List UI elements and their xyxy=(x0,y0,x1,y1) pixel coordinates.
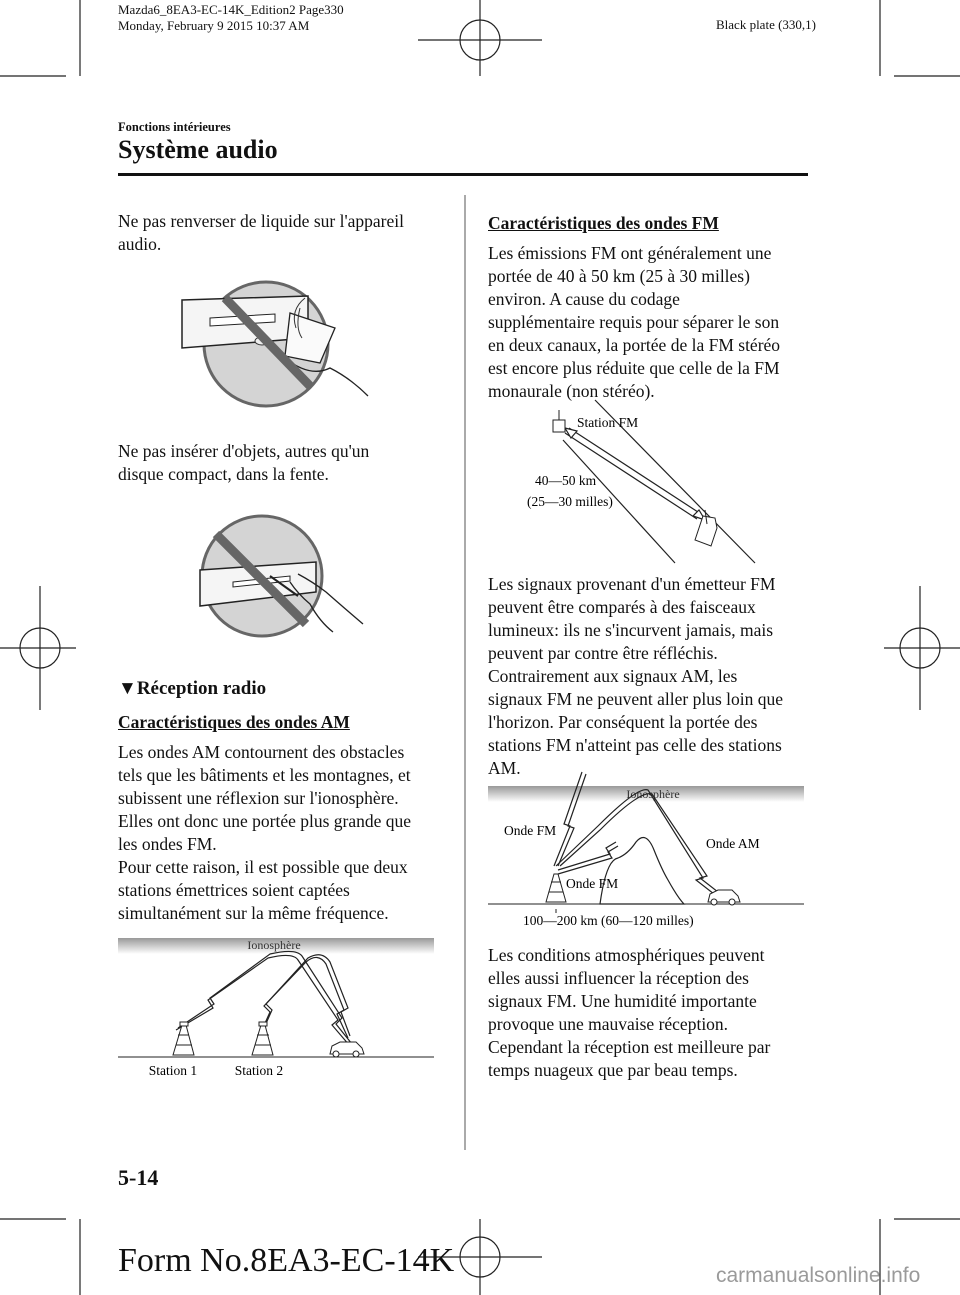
text-line: portée de 40 à 50 km (25 à 30 milles) xyxy=(488,266,750,286)
radio-reception-heading xyxy=(118,678,266,700)
file-date: Monday, February 9 2015 10:37 AM xyxy=(118,18,310,33)
page-number: 5-14 xyxy=(118,1165,159,1190)
fm-station-label: Station FM xyxy=(577,415,639,430)
station1-label: Station 1 xyxy=(148,1063,198,1078)
text-line: subissent une réflexion sur l'ionosphère. xyxy=(118,788,399,808)
text-line: l'horizon. Par conséquent la portée des xyxy=(488,712,758,732)
am-wave-label: Onde AM xyxy=(706,836,760,851)
text-line: lumineux: ils ne s'incurvent jamais, mais xyxy=(488,620,774,640)
text-line: en deux canaux, la portée de la FM stéréo xyxy=(488,335,781,355)
fm-range-km: 40—50 km xyxy=(535,473,597,488)
section-label: Fonctions intérieures xyxy=(118,120,231,134)
am-fm-comparison-diagram xyxy=(488,770,808,935)
file-name: Mazda6_8EA3-EC-14K_Edition2 Page330 xyxy=(118,2,344,17)
fm-paragraph-3 xyxy=(488,944,818,1082)
station2-label: Station 2 xyxy=(234,1063,284,1078)
no-liquid-illustration xyxy=(180,278,375,413)
text-line: Elles ont donc une portée plus grande que xyxy=(118,811,412,831)
form-number: Form No.8EA3-EC-14K xyxy=(118,1242,455,1279)
fm-paragraph xyxy=(488,242,818,403)
text-line: signaux FM ne peuvent aller plus loin que xyxy=(488,689,784,709)
am-paragraph xyxy=(118,741,448,925)
text-line: les ondes FM. xyxy=(118,834,217,854)
no-insert-illustration xyxy=(198,512,368,642)
range-label: 100—200 km (60—120 milles) xyxy=(523,913,694,928)
am-waves-diagram xyxy=(118,930,438,1080)
fm-range-diagram xyxy=(525,398,765,566)
text-line: tels que les bâtiments et les montagnes, et xyxy=(118,765,411,785)
insert-warning xyxy=(118,440,448,486)
fm-wave-top-label: Onde FM xyxy=(504,823,557,838)
text-line: stations émettrices soient captées xyxy=(118,880,350,900)
file-info xyxy=(118,2,344,34)
title-rule xyxy=(118,173,808,176)
text-line: AM. xyxy=(488,758,521,778)
am-subheading: Caractéristiques des ondes AM xyxy=(118,712,350,732)
text-line: Pour cette raison, il est possible que deux xyxy=(118,857,408,877)
liquid-warning xyxy=(118,210,448,256)
ionosphere-label: Ionosphère xyxy=(626,787,680,801)
text-line: environ. A cause du codage xyxy=(488,289,680,309)
text-line: Cependant la réception est meilleure par xyxy=(488,1037,771,1057)
text-line: Ne pas renverser de liquide sur l'appareil xyxy=(118,211,404,231)
text-line: provoque une mauvaise réception. xyxy=(488,1014,729,1034)
text-line: audio. xyxy=(118,234,162,254)
text-line: signaux FM. Une humidité importante xyxy=(488,991,757,1011)
heading-text: Réception radio xyxy=(136,678,267,699)
text-line: Contrairement aux signaux AM, les xyxy=(488,666,738,686)
text-line: peuvent par contre être réfléchis. xyxy=(488,643,718,663)
text-line: stations FM n'atteint pas celle des stations xyxy=(488,735,782,755)
watermark: carmanualsonline.info xyxy=(716,1264,921,1287)
text-line: Les ondes AM contournent des obstacles xyxy=(118,742,405,762)
text-line: peuvent être comparés à des faisceaux xyxy=(488,597,756,617)
ionosphere-label: Ionosphère xyxy=(247,938,301,952)
fm-paragraph-2 xyxy=(488,573,818,780)
text-line: Les émissions FM ont généralement une xyxy=(488,243,772,263)
text-line: est encore plus réduite que celle de la FM xyxy=(488,358,780,378)
heading-marker: ▼ xyxy=(118,678,137,699)
text-line: disque compact, dans la fente. xyxy=(118,464,329,484)
text-line: Les conditions atmosphériques peuvent xyxy=(488,945,765,965)
text-line: monaurale (non stéréo). xyxy=(488,381,655,401)
fm-wave-low-label: Onde FM xyxy=(566,876,619,891)
fm-range-miles: (25—30 milles) xyxy=(527,494,613,509)
fm-subheading: Caractéristiques des ondes FM xyxy=(488,213,719,233)
page-title: Système audio xyxy=(118,135,278,164)
text-line: simultanément sur la même fréquence. xyxy=(118,903,389,923)
text-line: Ne pas insérer d'objets, autres qu'un xyxy=(118,441,370,461)
plate-label: Black plate (330,1) xyxy=(716,17,816,32)
text-line: elles aussi influencer la réception des xyxy=(488,968,749,988)
text-line: supplémentaire requis pour séparer le son xyxy=(488,312,780,332)
text-line: temps nuageux que par beau temps. xyxy=(488,1060,738,1080)
text-line: Les signaux provenant d'un émetteur FM xyxy=(488,574,776,594)
